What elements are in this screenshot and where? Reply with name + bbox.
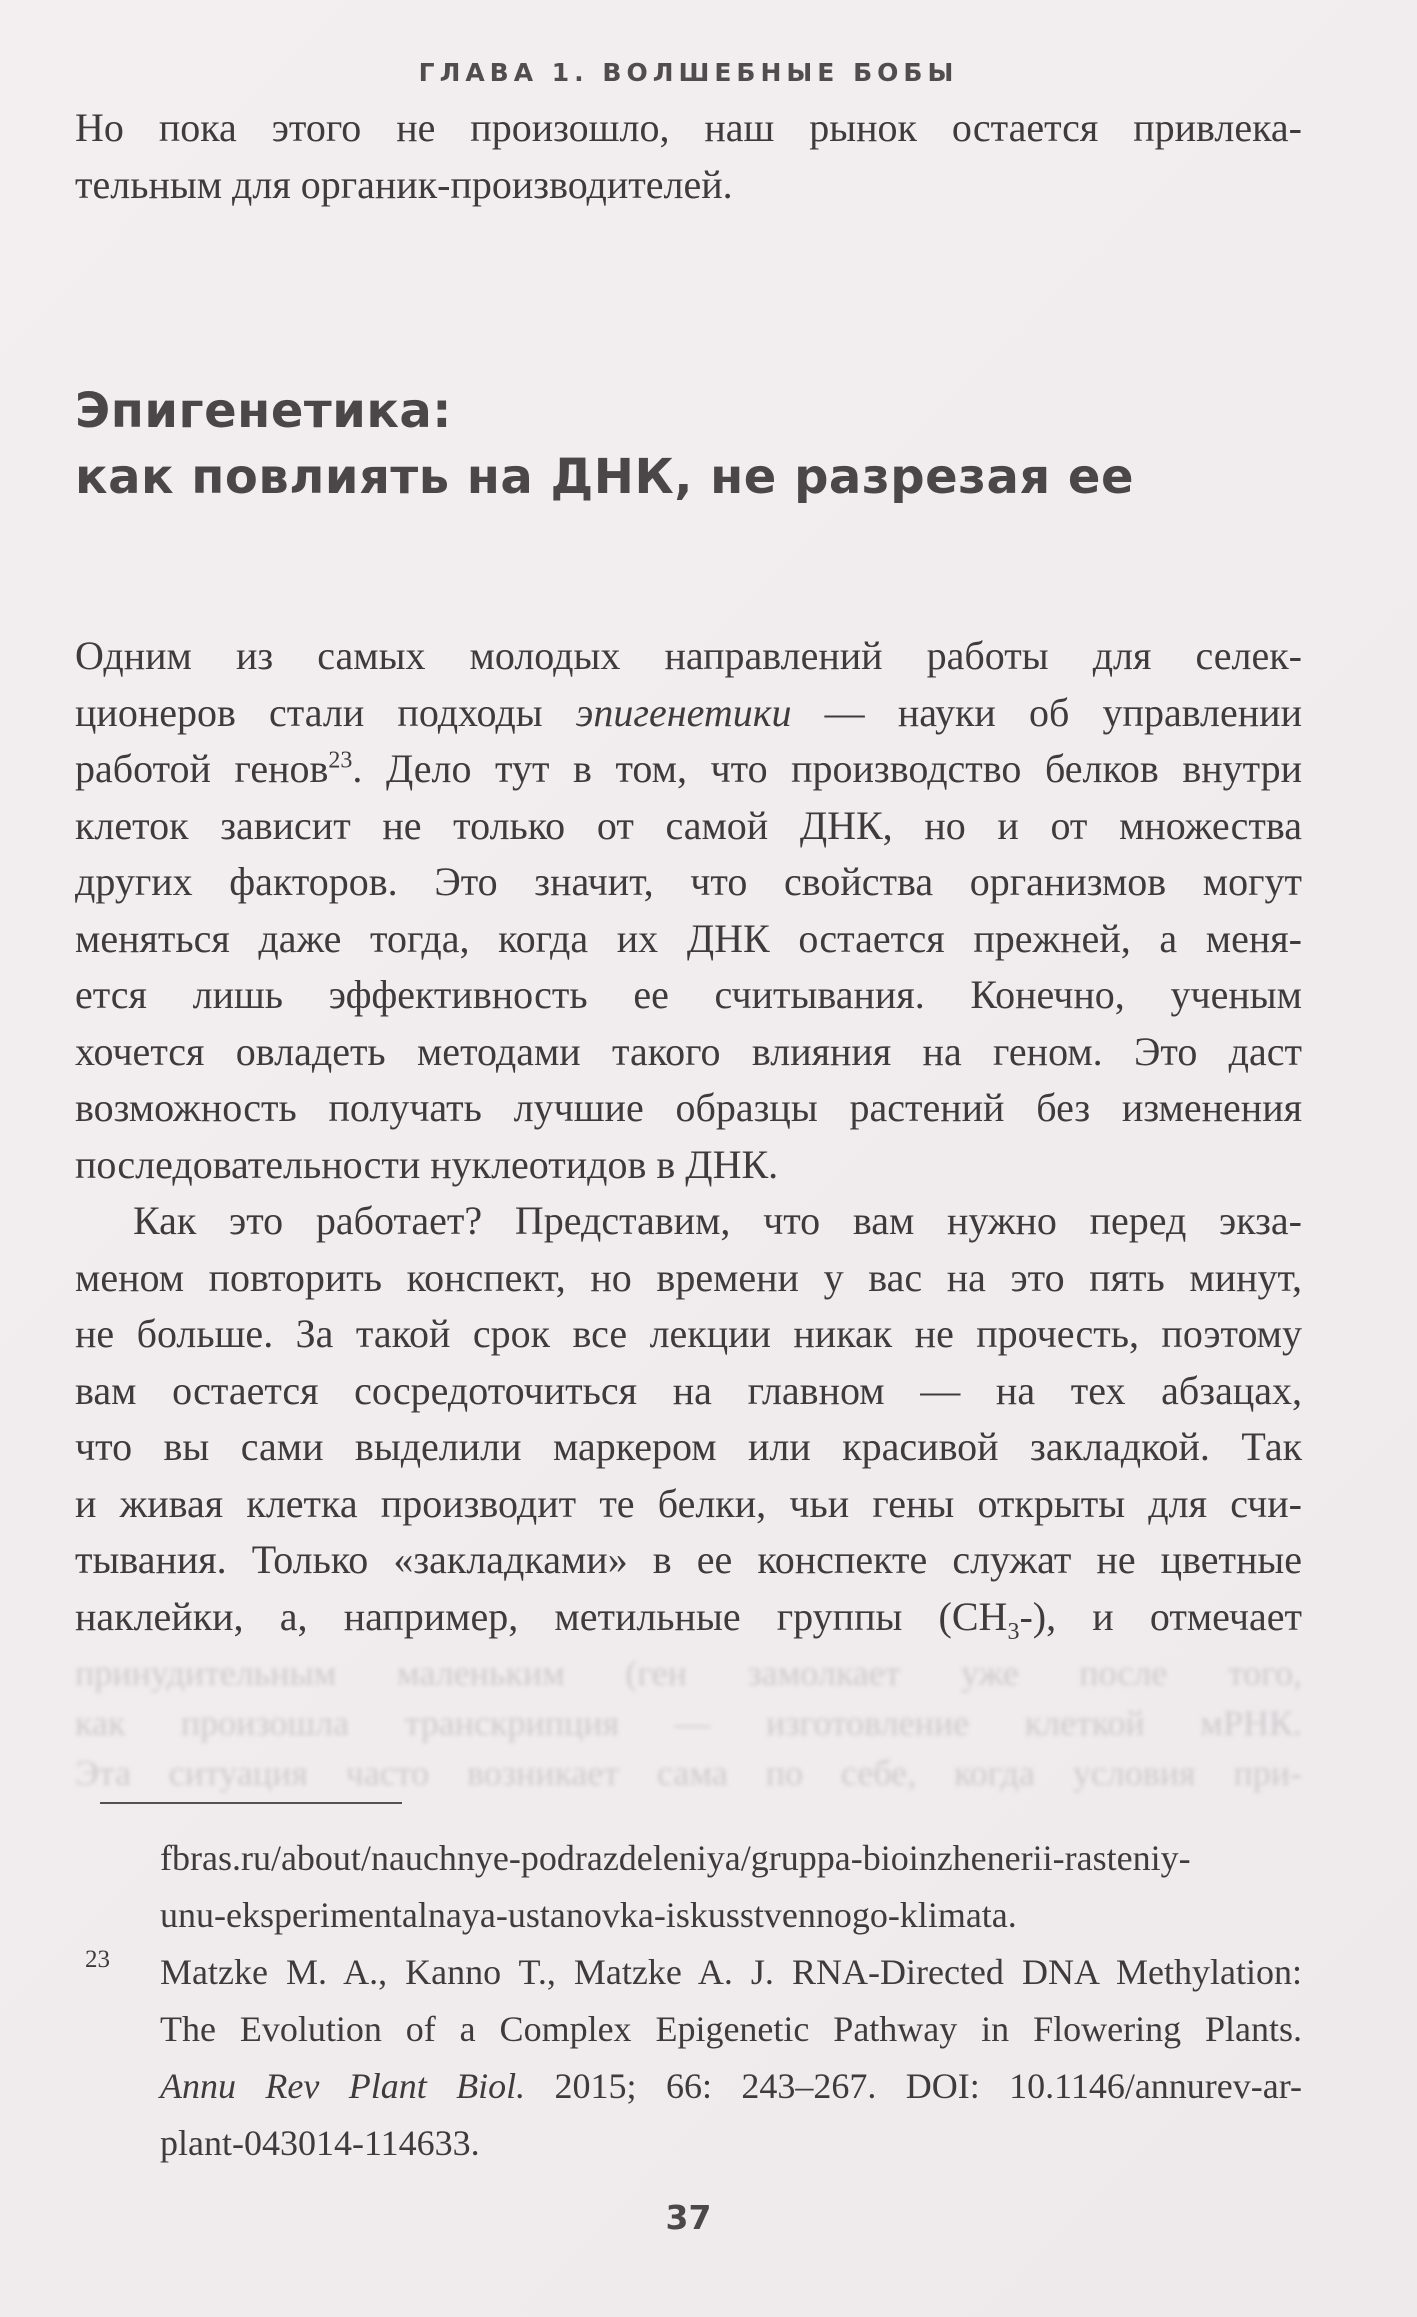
footnotes (75, 1830, 1302, 2172)
text-line: клеток зависит не только от самой ДНК, но и от множества (75, 802, 1302, 848)
text-line: что вы сами выделили маркером или красивой закладкой. Так (75, 1424, 1302, 1469)
text-line: plant-043014-114633. (160, 2123, 480, 2163)
footnote-text (160, 1830, 1302, 1944)
footnote-marker: 23 (85, 1946, 110, 1973)
text-line: наклейки, а, например, метильные группы $(CH_3-)$, и отмечает (75, 1593, 1302, 1645)
section-heading (75, 378, 1302, 510)
page-number: 37 (665, 2198, 712, 2237)
text-line: других факторов. Это значит, что свойства организмов могут (75, 859, 1302, 904)
text-line: fbras.ru/about/nauchnye-podrazdeleniya/gruppa-bioinzhenerii-rasteniy- (160, 1838, 1191, 1878)
text-line: Одним из самых молодых направлений работы для селек- (75, 633, 1302, 678)
text-line: и живая клетка производит те белки, чьи гены открыты для счи- (75, 1480, 1302, 1526)
text-line: хочется овладеть методами такого влияния на геном. Это даст (75, 1028, 1302, 1074)
paragraph-intro (75, 100, 1302, 213)
text-line: меном повторить конспект, но времени у вас на это пять минут, (75, 1254, 1302, 1300)
text-line: работой генов$^{23}$. Дело тут в том, что производство белков внутри (75, 746, 1302, 791)
text-line: тывания. Только «закладками» в ее конспекте служат не цветные (75, 1537, 1302, 1582)
footnote-text (160, 1944, 1302, 2172)
text-line: не больше. За такой срок все лекции никак не прочесть, поэтому (75, 1311, 1302, 1356)
text-line: Annu Rev Plant Biol. 2015; 66: 243–267. DOI: 10.1146/annurev-ar- (160, 2066, 1302, 2106)
text-line: ционеров стали подходы эпигенетики — науки об управлении (75, 689, 1302, 735)
text-line: принудительным маленьким (ген замолкает уже после того, (75, 1653, 1302, 1693)
text-line: unu-eksperimentalnaya-ustanovka-iskusstvennogo-klimata. (160, 1895, 1017, 1935)
text-line: Как это работает? Представим, что вам нужно перед экза- (133, 1198, 1302, 1243)
footnote-continuation (75, 1830, 1302, 1944)
section-heading-line2: как повлиять на ДНК, не разрезая ее (75, 449, 1135, 505)
text-line: последовательности нуклеотидов в ДНК. (75, 1141, 779, 1187)
text-line: возможность получать лучшие образцы растений без изменения (75, 1085, 1302, 1130)
text-line: тельным для органик-производителей. (75, 161, 733, 207)
running-head: ГЛАВА 1. ВОЛШЕБНЫЕ БОБЫ (418, 58, 959, 87)
text-line: Но пока этого не произошло, наш рынок остается привлека- (75, 105, 1302, 150)
bleed-through-text (75, 1648, 1302, 1798)
text-line: Matzke M. A., Kanno T., Matzke A. J. RNA-Directed DNA Methylation: (160, 1952, 1302, 1992)
footnote-23 (75, 1944, 1302, 2172)
text-line: меняться даже тогда, когда их ДНК остается прежней, а меня- (75, 915, 1302, 961)
text-line: The Evolution of a Complex Epigenetic Pathway in Flowering Plants. (160, 2009, 1302, 2049)
text-line: ется лишь эффективность ее считывания. Конечно, ученым (75, 972, 1302, 1017)
footnote-separator (100, 1802, 402, 1804)
text-line: Эта ситуация часто возникает сама по себе, когда условия при- (75, 1753, 1302, 1793)
text-line: как произошла транскрипция — изготовление клеткой мРНК. (75, 1703, 1302, 1743)
section-heading-line1: Эпигенетика: (75, 383, 452, 439)
text-line: вам остается сосредоточиться на главном — на тех абзацах, (75, 1367, 1302, 1413)
body-text (75, 628, 1302, 1645)
